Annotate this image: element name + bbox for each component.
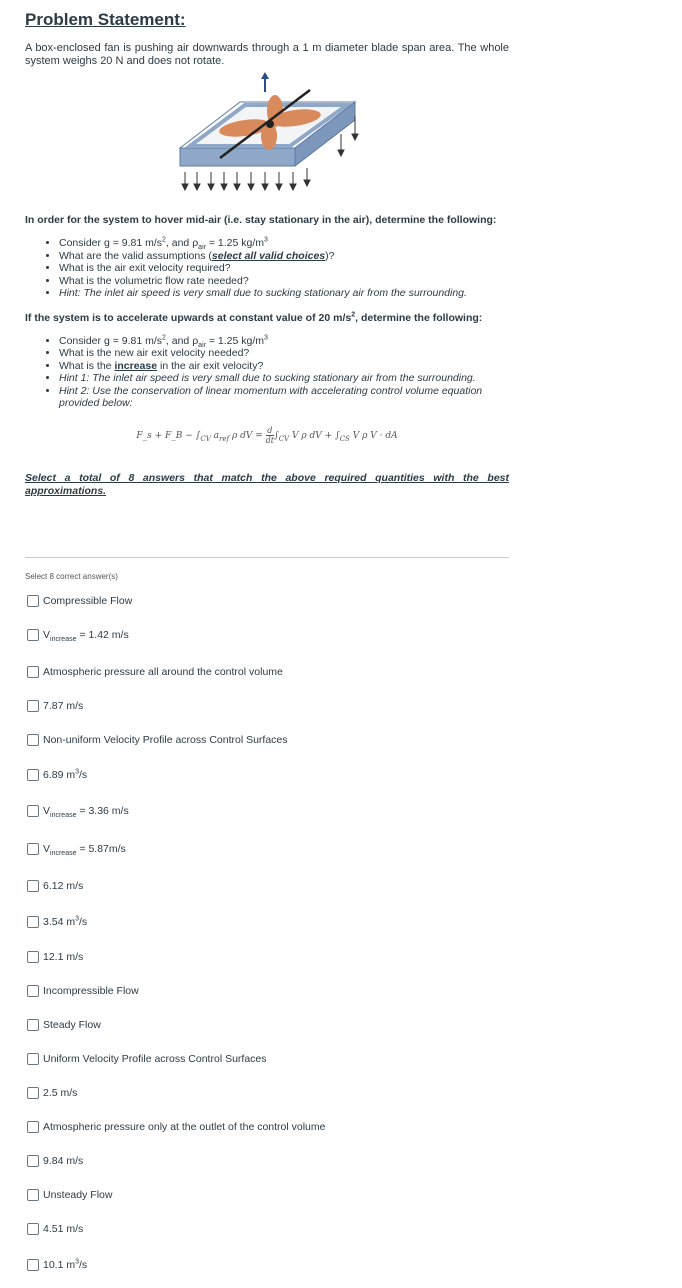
- answer-option[interactable]: [27, 1017, 101, 1033]
- list-item: • Consider g = 9.81 $m/s^2$, and $\rho_{air} = 1.25$ $kg/m^3$: [59, 237, 509, 250]
- checkbox[interactable]: [27, 1259, 39, 1271]
- list-item: • What is the new air exit velocity needed?: [59, 347, 499, 360]
- answer-label: $V_{increase} = 1.42$ m/s: [43, 629, 129, 644]
- answer-label: 6.89 $m^3/s$: [43, 768, 88, 781]
- checkbox[interactable]: [27, 595, 39, 607]
- instruction-text: Select a total of 8 answers that match the above required quantities with the best approximations.: [25, 471, 509, 497]
- problem-content: [25, 8, 509, 498]
- checkbox[interactable]: [27, 805, 39, 817]
- answer-label: 4.51 m/s: [43, 1223, 84, 1235]
- list-item: • What is the increase in the air exit velocity?: [59, 360, 499, 373]
- answer-label: Uniform Velocity Profile across Control Surfaces: [43, 1053, 267, 1065]
- answer-option[interactable]: [27, 593, 132, 609]
- answer-option[interactable]: [27, 949, 83, 965]
- checkbox[interactable]: [27, 1189, 39, 1201]
- checkbox[interactable]: [27, 843, 39, 855]
- checkbox[interactable]: [27, 1223, 39, 1235]
- answer-option[interactable]: [27, 983, 139, 999]
- checkbox[interactable]: [27, 1053, 39, 1065]
- answer-option[interactable]: [27, 1187, 112, 1203]
- answer-option[interactable]: [27, 914, 87, 930]
- answer-option[interactable]: [27, 1051, 267, 1067]
- answer-option[interactable]: [27, 841, 126, 857]
- list-item: • Hint: The inlet air speed is very small due to sucking stationary air from the surrounding.: [59, 287, 509, 300]
- answer-label: 6.12 m/s: [43, 880, 84, 892]
- list-item: • What is the air exit velocity required?: [59, 262, 509, 275]
- answer-option[interactable]: [27, 698, 83, 714]
- list-item: • Hint 1: The inlet air speed is very small due to sucking stationary air from the surrounding.: [59, 372, 499, 385]
- answer-label: 9.84 m/s: [43, 1155, 84, 1167]
- answer-option[interactable]: [27, 878, 83, 894]
- answer-prompt: Select 8 correct answer(s): [25, 572, 118, 581]
- answer-option[interactable]: [27, 1153, 83, 1169]
- answer-option[interactable]: [27, 664, 283, 680]
- answer-label: 2.5 m/s: [43, 1087, 78, 1099]
- answer-label: Compressible Flow: [43, 595, 133, 607]
- answer-option[interactable]: [27, 1119, 325, 1135]
- list-item: • Hint 2: Use the conservation of linear momentum with accelerating control volume equation provided below:: [59, 385, 499, 410]
- checkbox[interactable]: [27, 1087, 39, 1099]
- accelerate-task-text: If the system is to accelerate upwards at constant value of 20 $m/s^2$, determine the following:: [25, 311, 483, 324]
- answer-label: 3.54 $m^3/s$: [43, 915, 88, 928]
- page-title: Problem Statement:: [25, 10, 186, 29]
- list-item: • What is the volumetric flow rate needed?: [59, 275, 509, 288]
- hover-requirements-list: [25, 237, 509, 300]
- answer-label: 7.87 m/s: [43, 700, 84, 712]
- answer-label: Steady Flow: [43, 1019, 101, 1031]
- hover-task-text: In order for the system to hover mid-air (i.e. stay stationary in the air), determine the following:: [25, 214, 497, 226]
- answer-label: 12.1 m/s: [43, 951, 84, 963]
- checkbox[interactable]: [27, 1019, 39, 1031]
- checkbox[interactable]: [27, 629, 39, 641]
- answer-label: Atmospheric pressure only at the outlet of the control volume: [43, 1121, 326, 1133]
- checkbox[interactable]: [27, 1155, 39, 1167]
- answer-label: Unsteady Flow: [43, 1189, 113, 1201]
- fan-diagram: [25, 72, 509, 200]
- answer-option[interactable]: [27, 1221, 83, 1237]
- answer-option[interactable]: [27, 627, 129, 643]
- checkbox[interactable]: [27, 951, 39, 963]
- checkbox[interactable]: [27, 666, 39, 678]
- checkbox[interactable]: [27, 734, 39, 746]
- momentum-equation: F_s + F_B − $\int_{CV}$ $a_{ref}$ ρ dV = $\frac{d}{dt}$ $\int_{CV}$ V ρ dV + $\int_{CS}$ V ρ V · dA: [136, 425, 398, 445]
- divider: [25, 557, 509, 558]
- intro-text: A box-enclosed fan is pushing air downwards through a 1 m diameter blade span area. The whole system weighs 20 N and does not rotate.: [25, 42, 509, 67]
- answer-label: Atmospheric pressure all around the control volume: [43, 666, 283, 678]
- up-arrow-head-icon: [261, 72, 269, 79]
- checkbox[interactable]: [27, 700, 39, 712]
- checkbox[interactable]: [27, 916, 39, 928]
- answer-option[interactable]: [27, 803, 129, 819]
- answer-label: $V_{increase} = 5.87m/s$: [43, 843, 126, 858]
- answer-option[interactable]: [27, 732, 288, 748]
- fan-illustration: [25, 72, 509, 200]
- answer-option[interactable]: [27, 1257, 87, 1273]
- down-arrows: [182, 168, 310, 190]
- checkbox[interactable]: [27, 1121, 39, 1133]
- checkbox[interactable]: [27, 769, 39, 781]
- answer-option[interactable]: [27, 767, 87, 783]
- list-item: • Consider g = 9.81 $m/s^2$, and $\rho_{air} = 1.25$ $kg/m^3$: [59, 335, 499, 348]
- checkbox[interactable]: [27, 985, 39, 997]
- answer-label: Incompressible Flow: [43, 985, 139, 997]
- answer-label: Non-uniform Velocity Profile across Control Surfaces: [43, 734, 288, 746]
- answer-label: $V_{increase} = 3.36$ m/s: [43, 805, 129, 820]
- answer-option[interactable]: [27, 1085, 77, 1101]
- list-item: • What are the valid assumptions (select all valid choices)?: [59, 250, 509, 263]
- accelerate-requirements-list: [25, 335, 499, 410]
- checkbox[interactable]: [27, 880, 39, 892]
- answer-label: 10.1 $m^3/s$: [43, 1258, 88, 1271]
